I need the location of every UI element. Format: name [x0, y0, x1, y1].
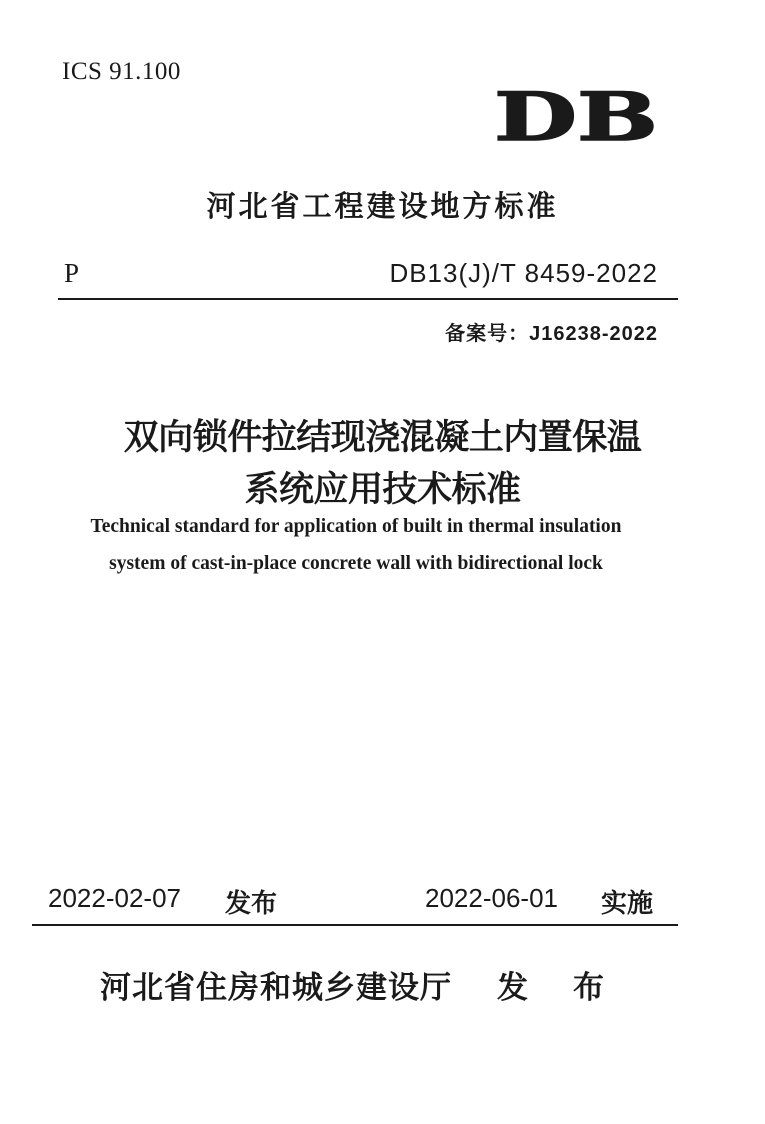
top-divider	[58, 298, 678, 300]
db-logo	[492, 84, 660, 146]
implementation-label: 实施	[601, 889, 654, 919]
title-en-line-2: system of cast-in-place concrete wall with bidirectional lock	[109, 553, 603, 574]
issue-label: 发布	[225, 889, 278, 919]
title-zh-line-1: 双向锁件拉结现浇混凝土内置保温	[123, 417, 642, 458]
standard-number: DB13(J)/T 8459-2022	[389, 258, 658, 288]
standard-type: 河北省工程建设地方标准	[206, 189, 559, 223]
db-logo-text: DB	[494, 84, 658, 146]
title-zh-line-2: 系统应用技术标准	[244, 469, 521, 510]
publish-char-2: 布	[573, 970, 604, 1006]
ics-code: ICS 91.100	[62, 58, 181, 85]
title-en-line-1: Technical standard for application of built in thermal insulation	[90, 516, 622, 537]
issuing-authority: 河北省住房和城乡建设厅	[100, 970, 452, 1006]
issue-date: 2022-02-07	[48, 883, 181, 913]
publish-char-1: 发	[497, 970, 528, 1006]
record-number: 备案号：J16238-2022	[445, 323, 658, 345]
bottom-divider	[32, 924, 678, 926]
category-letter: P	[64, 258, 80, 288]
implementation-date: 2022-06-01	[425, 883, 558, 913]
